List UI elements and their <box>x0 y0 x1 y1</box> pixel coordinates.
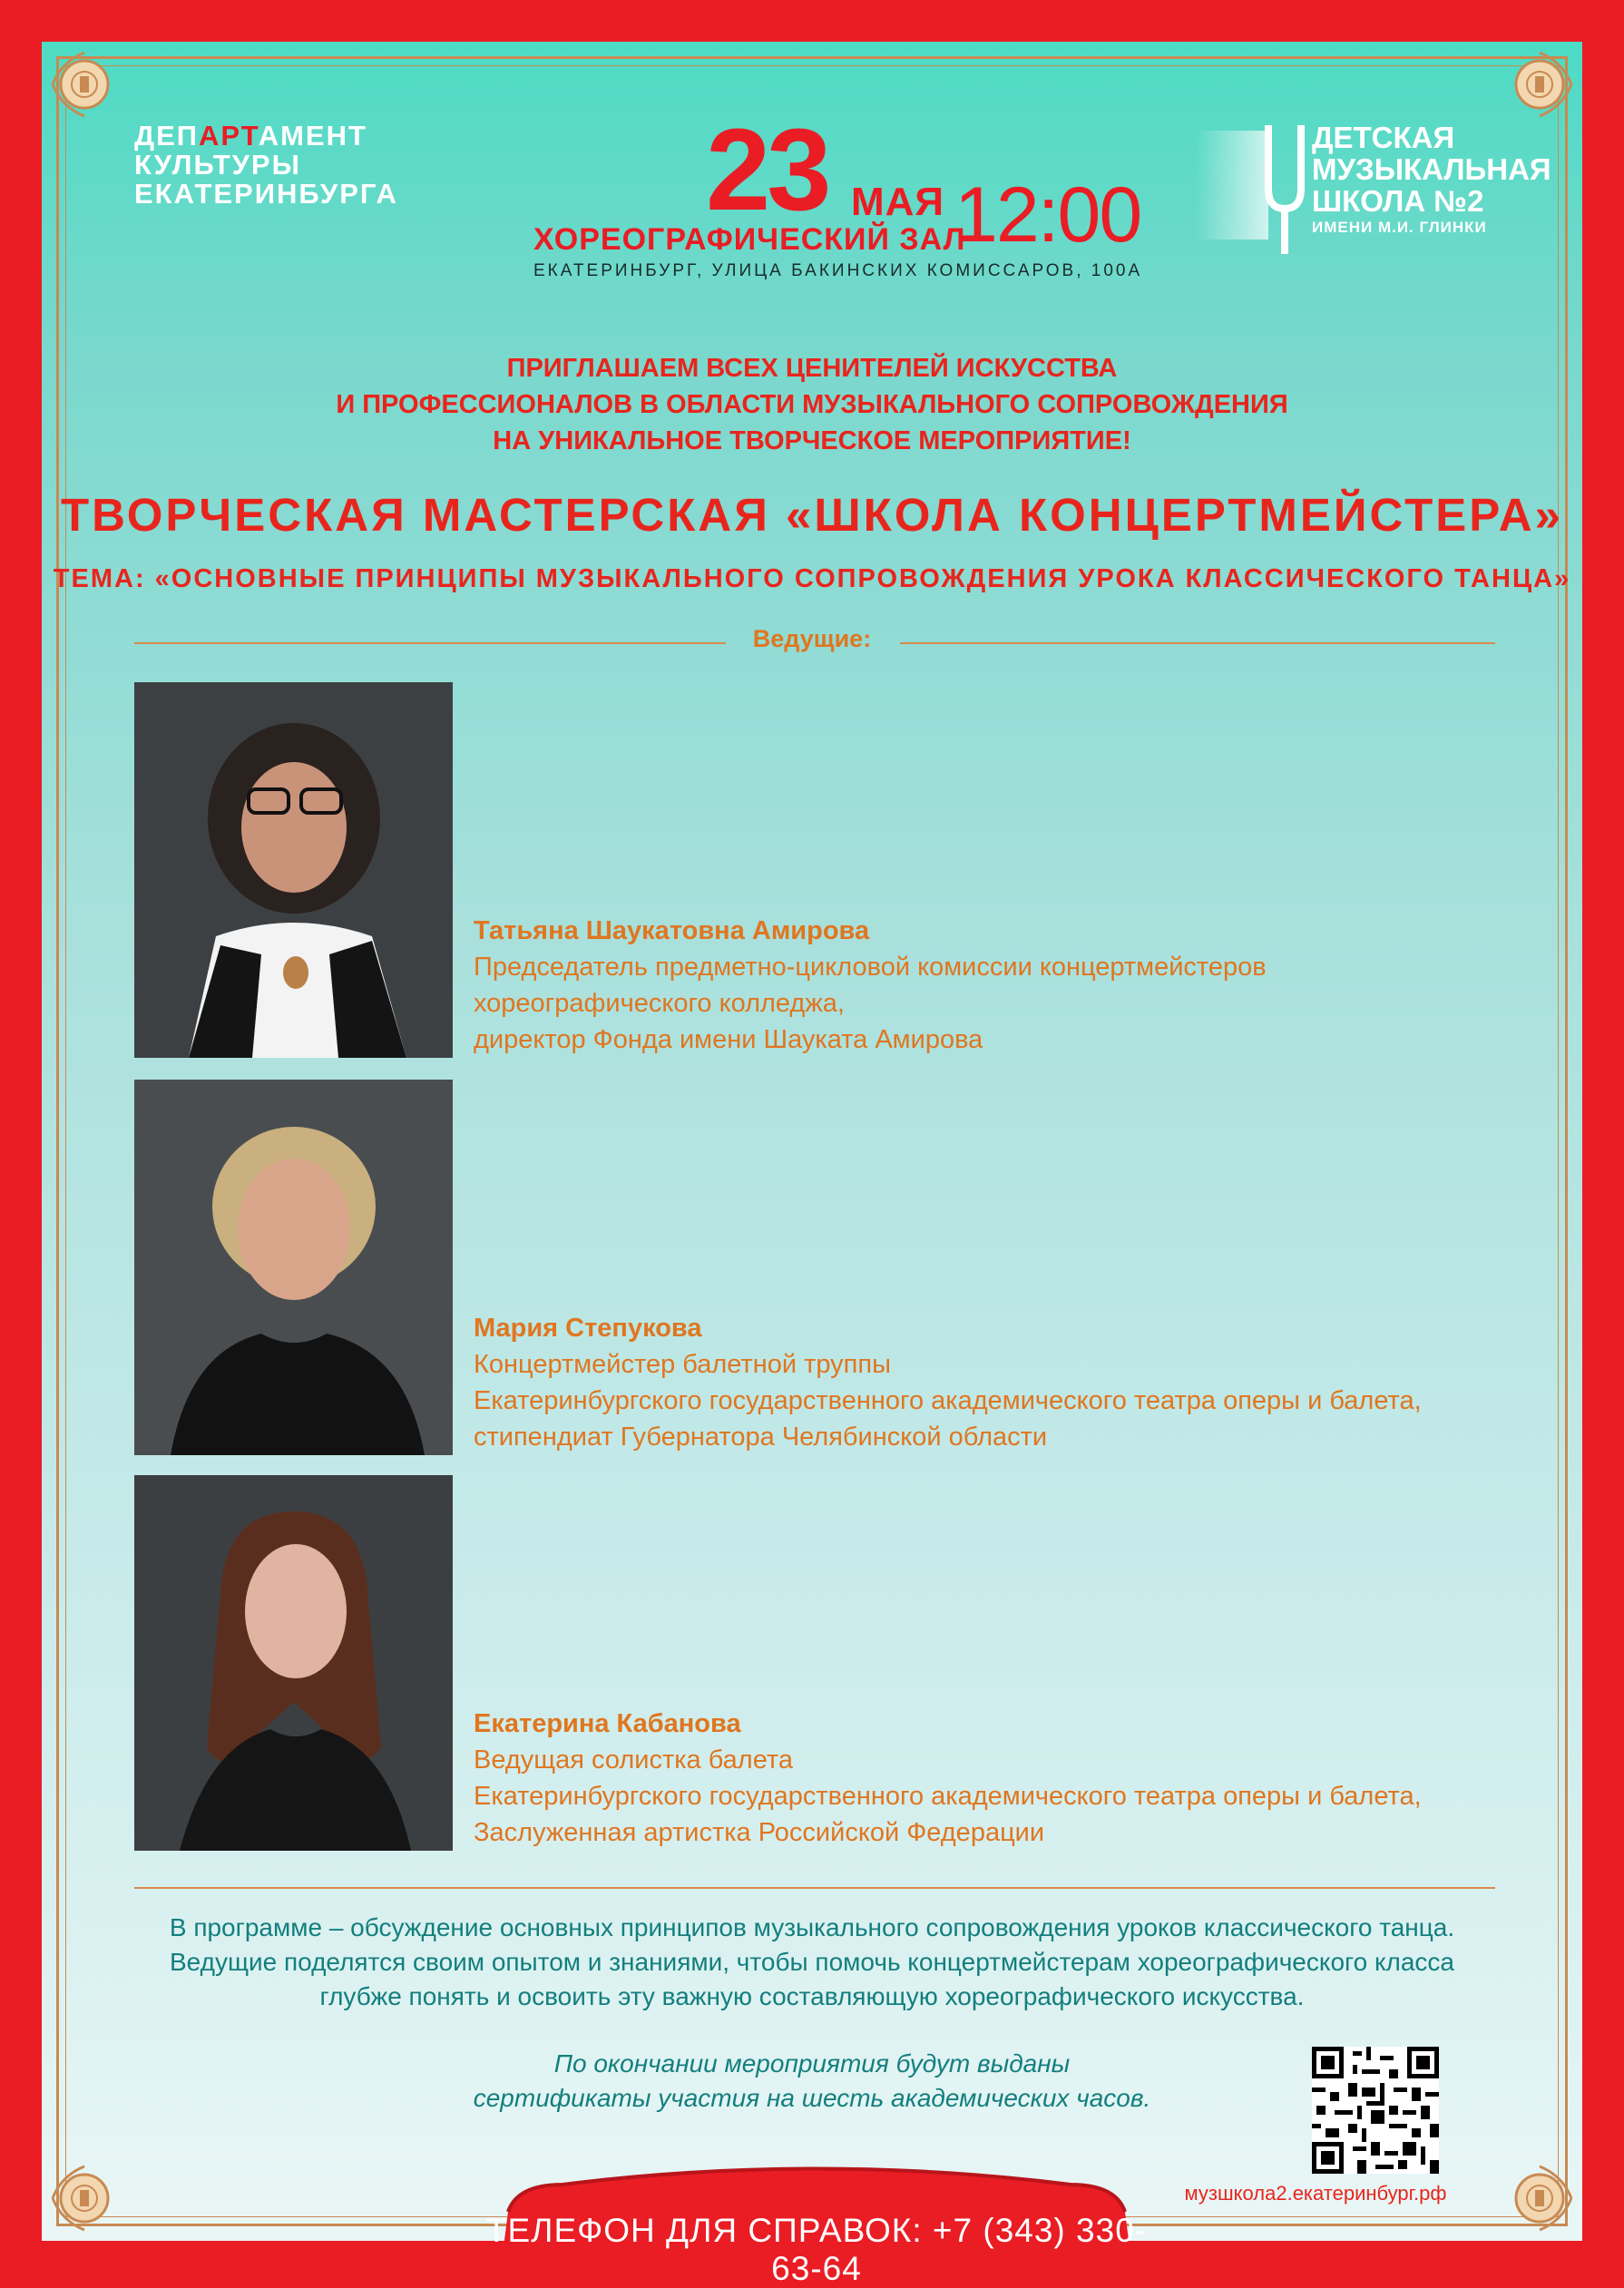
speaker-name: Мария Степукова <box>474 1314 702 1343</box>
speaker-name: Татьяна Шаукатовна Амирова <box>474 916 870 945</box>
event-month: МАЯ <box>851 180 945 224</box>
speaker-role: стипендиат Губернатора Челябинской области <box>474 1423 1048 1452</box>
ornament-corner-icon <box>44 44 125 125</box>
program-description: В программе – обсуждение основных принципов музыкального сопровождения уроков классического танца. Ведущие поделятся своим опытом и знаниями, чтобы помочь концертмейстерам хореографического класса глубже понять и освоить эту важную составляющую хореографического искусства. <box>169 1913 1455 2010</box>
tuning-fork-icon <box>1196 122 1305 258</box>
speaker-card <box>134 1475 1495 1851</box>
event-title: ТВОРЧЕСКАЯ МАСТЕРСКАЯ «ШКОЛА КОНЦЕРТМЕЙСТЕРА» <box>61 489 1563 541</box>
speaker-card <box>134 682 1495 1058</box>
speaker-role: Екатеринбургского государственного академического театра оперы и балета, <box>474 1386 1422 1415</box>
event-address: ЕКАТЕРИНБУРГ, УЛИЦА БАКИНСКИХ КОМИССАРОВ, 100А <box>533 261 1143 280</box>
divider-bottom <box>134 1887 1495 1889</box>
speaker-card <box>134 1080 1495 1455</box>
department-line2: КУЛЬТУРЫ <box>134 149 301 181</box>
department-line3: ЕКАТЕРИНБУРГА <box>134 178 398 210</box>
department-logo[interactable] <box>134 122 398 209</box>
speaker-role: Председатель предметно-цикловой комиссии концертмейстеров <box>474 953 1267 982</box>
invitation-text: ПРИГЛАШАЕМ ВСЕХ ЦЕНИТЕЛЕЙ ИСКУССТВА И ПРОФЕССИОНАЛОВ В ОБЛАСТИ МУЗЫКАЛЬНОГО СОПРОВОЖДЕНИЯ НА УНИКАЛЬНОЕ ТВОРЧЕСКОЕ МЕРОПРИЯТИЕ! <box>336 354 1288 455</box>
department-line1: ДЕПАРТАМЕНТ <box>134 120 367 152</box>
event-venue: ХОРЕОГРАФИЧЕСКИЙ ЗАЛ <box>533 222 966 257</box>
speaker-role: директор Фонда имени Шауката Амирова <box>474 1025 983 1054</box>
ornament-corner-icon <box>1499 44 1580 125</box>
event-date-block <box>533 105 1143 290</box>
ornament-corner-icon <box>1499 2157 1580 2239</box>
speaker-role: Заслуженная артистка Российской Федерации <box>474 1818 1045 1847</box>
phone-banner <box>481 2148 1152 2287</box>
website-link[interactable]: музшкола2.екатеринбург.рф <box>1184 2182 1447 2205</box>
school-name: ДЕТСКАЯ МУЗЫКАЛЬНАЯ ШКОЛА №2 ИМЕНИ М.И. ГЛИНКИ <box>1312 121 1551 236</box>
speaker-role: Ведущая солистка балета <box>474 1745 793 1775</box>
speaker-photo <box>134 682 453 1058</box>
speaker-role: Концертмейстер балетной труппы <box>474 1350 891 1379</box>
speaker-photo <box>134 1080 453 1455</box>
certificate-note: По окончании мероприятия будут выданы сертификаты участия на шесть академических часов. <box>473 2049 1151 2112</box>
speaker-name: Екатерина Кабанова <box>474 1709 741 1738</box>
speaker-info <box>474 1310 1422 1455</box>
event-subtitle: ТЕМА: «ОСНОВНЫЕ ПРИНЦИПЫ МУЗЫКАЛЬНОГО СОПРОВОЖДЕНИЯ УРОКА КЛАССИЧЕСКОГО ТАНЦА» <box>53 564 1571 593</box>
school-logo[interactable] <box>1196 121 1551 258</box>
qr-code-icon[interactable] <box>1312 2047 1439 2174</box>
phone-number[interactable]: ТЕЛЕФОН ДЛЯ СПРАВОК: +7 (343) 330-63-64 <box>485 2212 1148 2287</box>
hosts-label: Ведущие: <box>752 625 872 652</box>
event-day: 23 <box>706 105 828 235</box>
speaker-role: Екатеринбургского государственного академического театра оперы и балета, <box>474 1782 1422 1811</box>
speaker-info <box>474 1706 1422 1851</box>
speaker-info <box>474 913 1267 1058</box>
ornament-corner-icon <box>44 2157 125 2239</box>
speaker-photo <box>134 1475 453 1851</box>
speaker-role: хореографического колледжа, <box>474 989 845 1018</box>
event-time: 12:00 <box>954 171 1141 259</box>
